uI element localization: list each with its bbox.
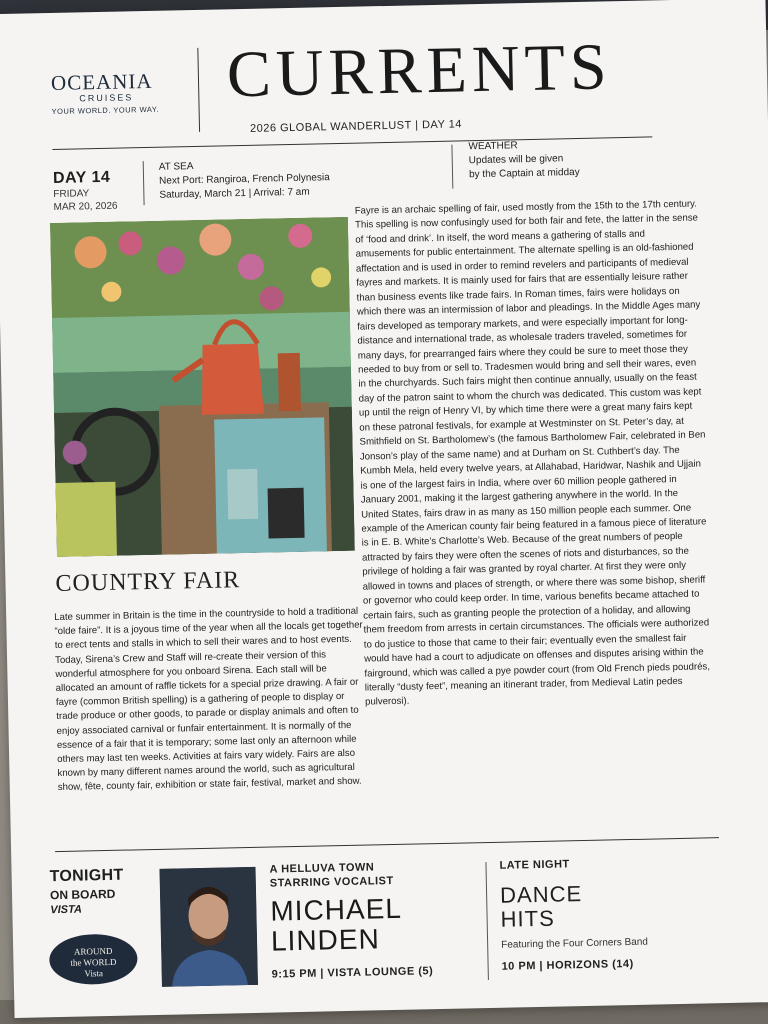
tonight-block [49, 867, 124, 917]
country-fair-photo [50, 217, 355, 557]
late-night-block [499, 857, 648, 973]
late-night-featuring: Featuring the Four Corners Band [501, 936, 649, 951]
masthead-divider [197, 48, 200, 132]
performer-photo [160, 867, 258, 987]
tonight-title: TONIGHT [49, 866, 124, 886]
next-port: Next Port: Rangiroa, French Polynesia [158, 172, 330, 187]
oceania-logo [51, 69, 159, 116]
brand-tagline: YOUR WORLD. YOUR WAY. [51, 104, 160, 116]
badge-text: Vista [84, 968, 104, 979]
weather-line: by the Captain at midday [468, 166, 580, 181]
around-the-world-badge [49, 933, 138, 985]
performer-first-name: MICHAEL [270, 892, 403, 927]
day-number: DAY 14 [52, 168, 111, 187]
performer-time: 9:15 PM | VISTA LOUNGE (5) [271, 965, 434, 981]
brand-name: OCEANIA [50, 68, 153, 96]
info-divider [143, 161, 145, 205]
late-night-title: LATE NIGHT [499, 858, 570, 872]
weather-block [468, 138, 579, 182]
arrival: Saturday, March 21 | Arrival: 7 am [159, 186, 310, 201]
itinerary-block [159, 157, 330, 203]
badge-text: AROUND [73, 945, 113, 957]
newsletter-subtitle: 2026 GLOBAL WANDERLUST | DAY 14 [249, 118, 463, 135]
weather-divider [451, 145, 453, 189]
footer-rule [55, 837, 719, 852]
day-block [53, 169, 118, 214]
newsletter-title: CURRENTS [226, 30, 613, 112]
performer-portrait [160, 867, 258, 987]
article-body: Fayre is an archaic spelling of fair, used mostly from the 15th to the 17th century. This spelling is now confusingly used for both fair and fete, the latter in the sense of ‘food and drink’. In itself, the word means a gathering of stalls and amusements for public entertainment. The alternate spelling is an old-fashioned affectation and is used in order to remind revelers and participants of medieval fayres and markets. It is mainly used for fairs that are essentially leisure rather than business events like trade fairs. In Roman times, fairs were holidays on which there was an intermission of labor and pleadings. In the Middle Ages many fairs developed as temporary markets, and were especially important for long-distance and international trade, as wholesale traders traveled, sometimes for many days, for prearranged fairs where they could be sure to meet those they needed to buy from or sell to. Tradesmen would bring and sell their wares, even in the churchyards. Such fairs might then continue annually, usually on the feast day of the patron saint to whom the church was dedicated. This custom was kept up until the reign of Henry VI, by which time there were a great many fairs kept on these patronal festivals, for example at Westminster on St. Peter’s day, at Smithfield on St. Bartholomew’s (the famous Bartholomew Fair, celebrated in Ben Jonson’s play of the same name) and at Durham on St. Cuthbert’s day. The Kumbh Mela, held every twelve years, at Allahabad, Haridwar, Nashik and Ujjain is one of the largest fairs in India, where over 60 million people gathered in January 2001, making it the largest gathering anywhere in the world. In the United States, fairs draw in as many as 150 million people each summer. One example of the American county fair being featured in a famous piece of literature is in E. B. White’s Charlotte’s Web. Because of the great numbers of people attracted by fairs they were often the scenes of riots and disturbances, so the privilege of holding a fair was granted by royal charter. At first they were only allowed in towns and places of strength, or where there was some bishop, sheriff or governor who could keep order. In time, various benefits became attached to certain fairs, such as granting people the protection of a holiday, and allowing them freedom from arrests in certain circumstances. The officials were authorized to do justice to those that came to their fair; eventually even the smallest fair would have had a court to adjudicate on offenses and disputes arising within the fairground, which was called a pye powder court (from Old French pieds poudrés, literally “dusty feet”, meaning an itinerant trader, from Medieval Latin pedes pulverosi). [354, 198, 711, 708]
performer-last-name: LINDEN [270, 923, 381, 957]
show-name: A HELLUVA TOWN [269, 861, 375, 876]
late-night-time: 10 PM | HORIZONS (14) [501, 957, 634, 973]
article-intro: Late summer in Britain is the time in the countryside to hold a traditional “olde faire”. It is a joyous time of the year when all the locals get together to erect tents and stalls in which to sell their wares and to host events. Today, Sirena’s Crew and Staff will re-create their version of this wonderful atmosphere for you onboard Sirena. Each stall will be allocated an amount of raffle tickets for a special prize drawing. A fair or fayre (common British spelling) is a gathering of people to display or trade produce or other goods, to parade or display animals and often to enjoy associated carnival or funfair entertainment. It is normally of the essence of a fair that it is temporary; some last only an afternoon while others may last ten weeks. Activities at fairs vary widely. Fairs are also known by many different names around the world, such as agricultural show, fête, county fair, exhibition or state fair, festival, market and show. [54, 605, 363, 794]
date: MAR 20, 2026 [53, 200, 118, 213]
late-night-show-line2: HITS [500, 905, 556, 932]
badge-text: the WORLD [70, 956, 117, 968]
location: AT SEA [158, 161, 194, 173]
late-night-show-line1: DANCE [499, 881, 583, 908]
weather-line: Updates will be given [468, 153, 564, 167]
show-billing: STARRING VOCALIST [269, 875, 394, 890]
tonight-onboard: ON BOARD [49, 886, 116, 903]
weekday: FRIDAY [53, 188, 90, 200]
brand-sub: CRUISES [79, 92, 134, 104]
garden-still-life-illustration [50, 217, 355, 557]
late-night-divider [485, 862, 488, 980]
tonight-venue: VISTA [50, 903, 83, 917]
article-heading: COUNTRY FAIR [55, 567, 241, 598]
weather-title: WEATHER [468, 140, 518, 153]
performer-block [269, 859, 433, 980]
